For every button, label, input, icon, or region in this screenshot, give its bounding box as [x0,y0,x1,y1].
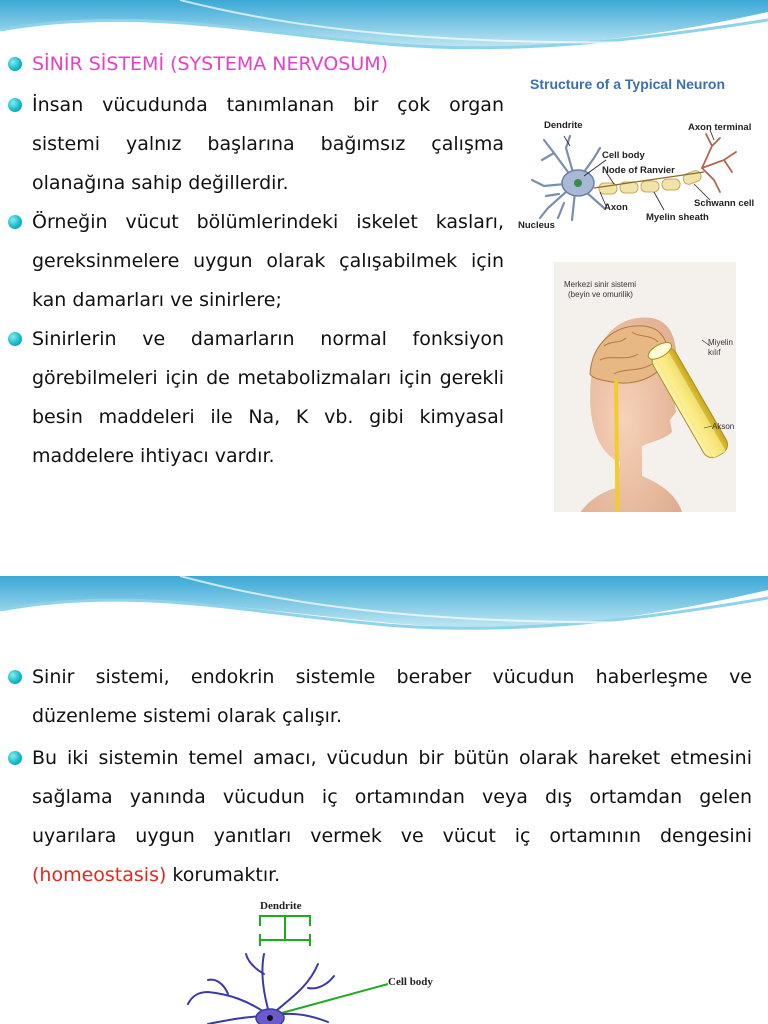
label-dendrite: Dendrite [260,900,302,912]
bullet-text: Sinir sistemi, endokrin sistemle beraber vücudun haberleşme ve düzenleme sistemi olarak çalışır. [32,666,752,727]
bullet-text: Sinirlerin ve damarların normal fonksiyon görebilmeleri için de metabolizmaları için gerekli besin maddeleri ile Na, K vb. gibi kimyasal maddelere ihtiyacı vardır. [32,328,504,467]
slide-2 [0,576,768,1024]
bullet-icon [8,670,22,684]
neuron-diagram-drawing [168,904,448,1024]
label-cns-line2: (beyin ve omurilik) [568,290,633,299]
label-node-of-ranvier: Node of Ranvier [602,165,675,176]
label-nucleus: Nucleus [518,220,555,231]
bullet-icon [8,98,22,112]
slide2-bullet-list [0,658,752,895]
figure-title: Structure of a Typical Neuron [530,76,725,92]
label-myelin-line2: kılıf [708,348,721,357]
bullet-item [0,320,504,476]
slide1-bullet-list [0,46,504,476]
slide-title [0,46,504,82]
bullet-item [0,203,504,320]
bullet-item [0,86,504,203]
bullet-icon [8,332,22,346]
header-wave-decoration [0,576,768,666]
label-axon-terminal: Axon terminal [688,122,752,133]
bullet-text-end: korumaktır. [166,864,281,886]
label-myelin-sheath: Myelin sheath [646,212,709,223]
slide-separator [0,512,768,576]
bullet-text: Örneğin vücut bölümlerindeki iskelet kasları, gereksinmelere uygun olarak çalışabilmek için kan damarları ve sinirlere; [32,211,504,311]
label-cell-body: Cell body [388,976,433,988]
neuron-diagram [168,900,448,1024]
bullet-item [0,739,752,895]
bullet-text: Bu iki sistemin temel amacı, vücudun bir bütün olarak hareket etmesini sağlama yanında vücudun iç ortamından veya dış ortamdan gelen uyarılara uygun yanıtları vermek ve vücut iç ortamının dengesini [32,747,752,847]
title-text: SİNİR SİSTEMİ (SYSTEMA NERVOSUM) [32,53,389,75]
bullet-text: İnsan vücudunda tanımlanan bir çok organ sistemi yalnız başlarına bağımsız çalışma olanağına sahip değillerdir. [32,94,504,194]
cns-drawing [554,262,736,512]
label-dendrite: Dendrite [544,120,583,131]
label-axon: Akson [712,422,735,431]
neuron-structure-figure [514,68,768,234]
bullet-item [0,658,752,736]
label-cell-body: Cell body [602,150,645,161]
homeostasis-term: (homeostasis) [32,864,167,886]
label-cns-line1: Merkezi sinir sistemi [564,280,637,289]
bullet-icon [8,57,22,71]
label-schwann-cell: Schwann cell [694,198,755,209]
central-nervous-system-figure [554,262,736,512]
label-axon: Axon [604,202,628,213]
bullet-icon [8,751,22,765]
label-myelin-line1: Miyelin [708,338,733,347]
bullet-icon [8,215,22,229]
